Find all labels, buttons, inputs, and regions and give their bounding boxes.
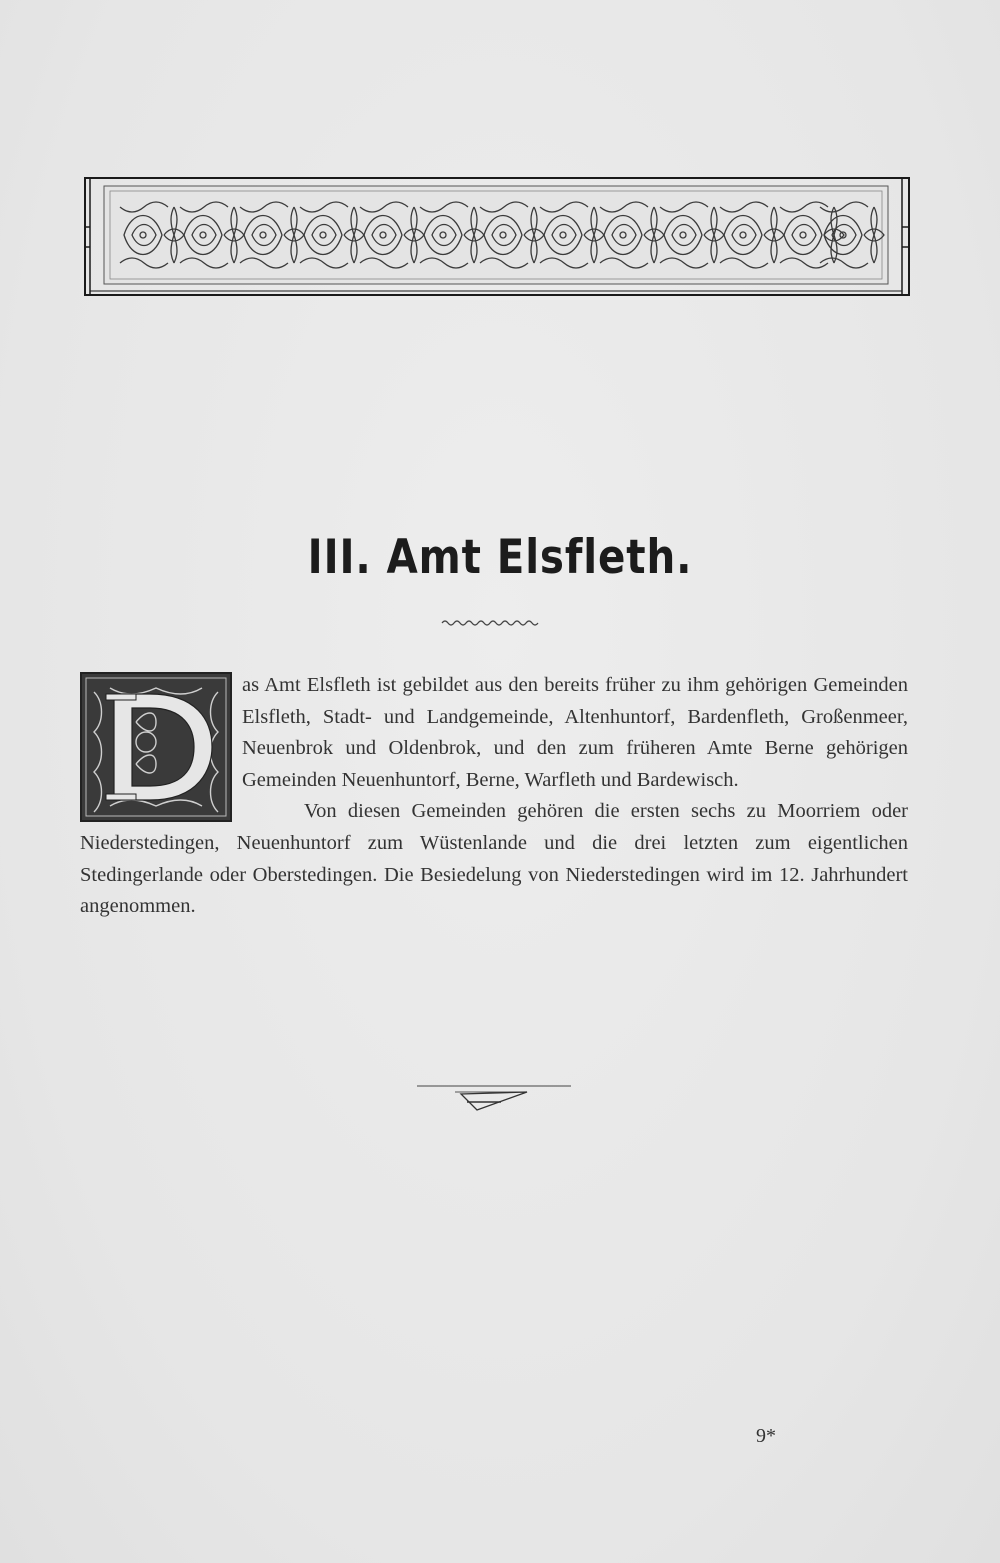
paragraph-2: Von diesen Gemeinden gehören die ersten sechs zu Moorriem oder Niederstedingen, Neuenhuntorf zum Wüstenlande und die drei letzten zum eigentlichen Stedingerlande oder Oberstedingen. Die Besiedelung von Niederstedingen wird im 12. Jahrhundert angenommen. — [80, 800, 908, 918]
chapter-title: III. Amt Elsfleth. — [307, 530, 693, 585]
page-number: 9* — [756, 1425, 776, 1447]
squiggle-rule-icon — [440, 616, 540, 628]
drop-cap-initial — [80, 672, 232, 822]
header-ornament-icon — [84, 177, 910, 296]
end-ornament-icon — [415, 1080, 575, 1116]
drop-cap-letter: D — [80, 672, 81, 673]
paragraph-1: as Amt Elsfleth ist gebildet aus den bereits früher zu ihm gehörigen Gemeinden Elsfleth, Stadt- und Landgemeinde, Altenhuntorf, Bardenfleth, Großenmeer, Neuenbrok und Oldenbrok, und den zum früheren Amte Berne gehörigen Gemeinden Neuenhuntorf, Berne, Warfleth und Bardewisch. — [242, 674, 908, 791]
body-text — [80, 670, 908, 923]
